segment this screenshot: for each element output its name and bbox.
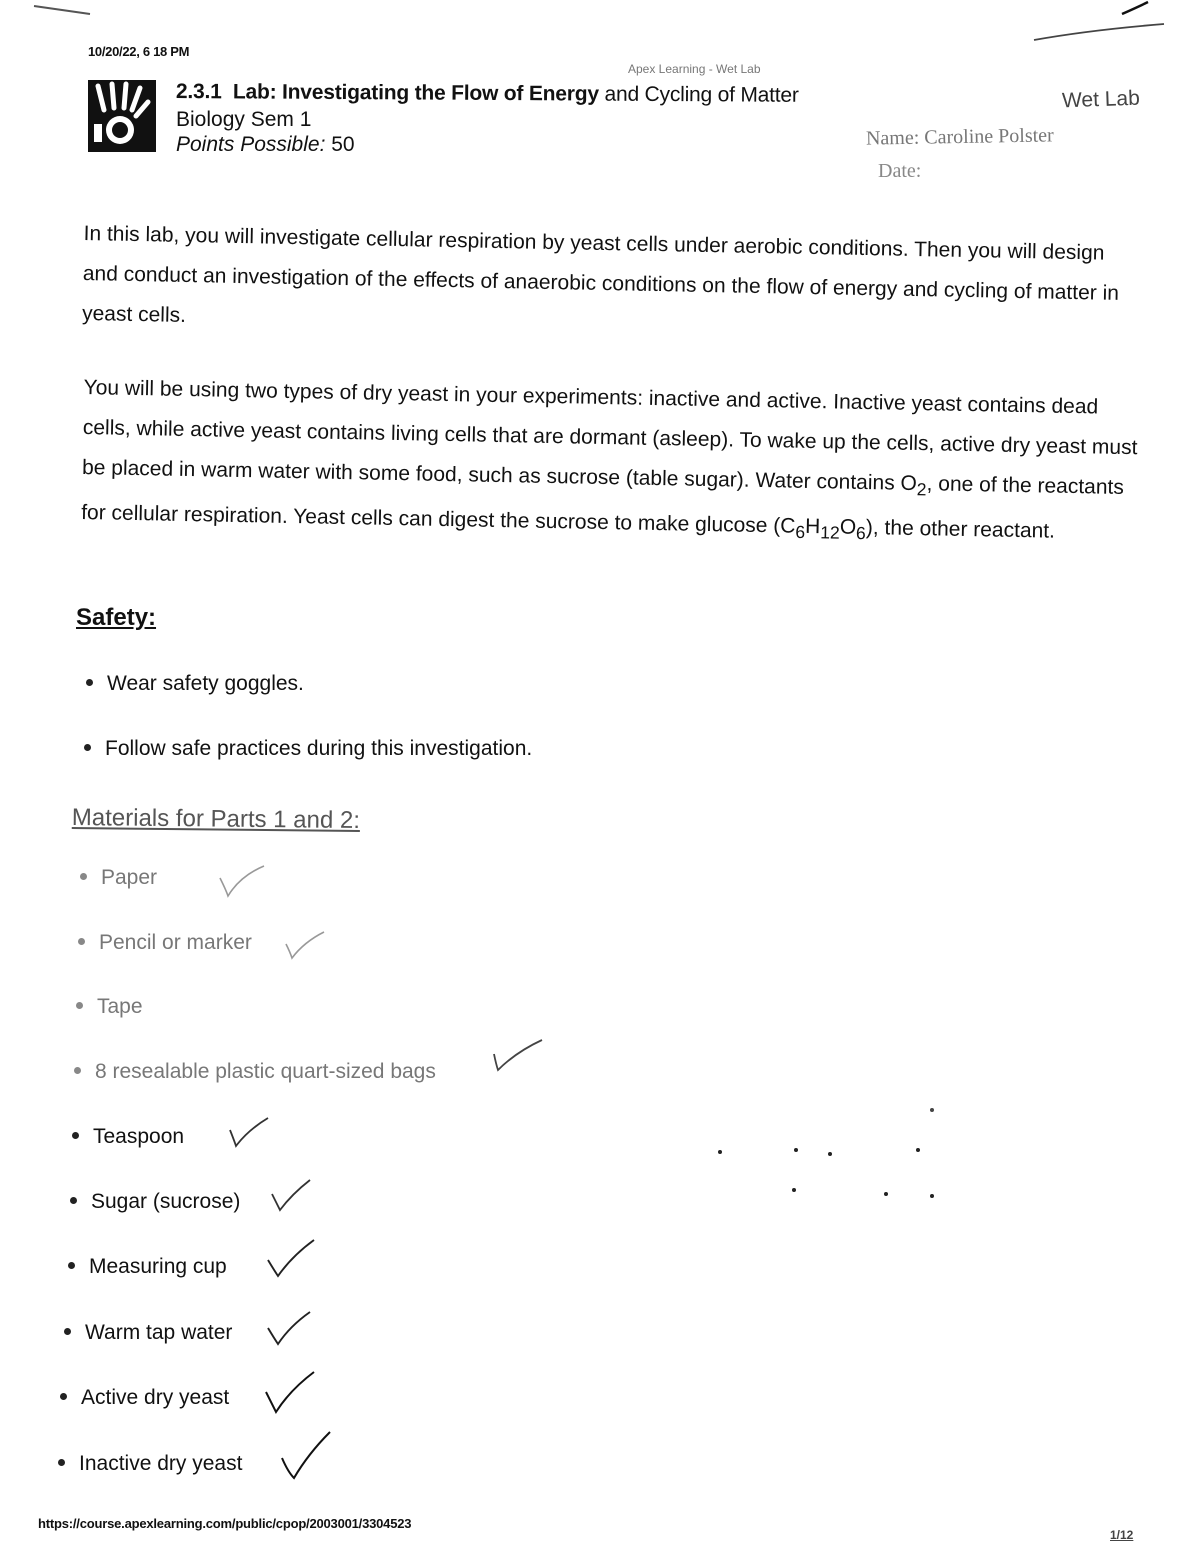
checkmark-icon [284, 930, 328, 962]
site-title: Apex Learning - Wet Lab [628, 62, 761, 76]
bullet-icon [58, 1459, 65, 1466]
list-item: Warm tap water [64, 1321, 232, 1345]
checkmark-icon [270, 1178, 314, 1214]
lab-title [176, 80, 799, 108]
print-timestamp: 10/20/22, 6 18 PM [88, 44, 190, 59]
student-name: Name: Caroline Polster [865, 124, 1054, 150]
scan-mark [1030, 0, 1170, 46]
list-item: Teaspoon [72, 1125, 184, 1149]
intro-paragraph-1: In this lab, you will investigate cellular respiration by yeast cells under aerobic conditions. Then you will design and conduct an investigation of the effects of anaerobic conditions on the flow of energy and cycling of matter in yeast cells. [81, 221, 1120, 327]
intro-paragraph-2: You will be using two types of dry yeast in your experiments: inactive and active. Inactive yeast contains dead cells, while active yeast contains living cells that are dormant (asleep). To wake up the cells, active dry yeast must be placed in warm water with some food, such as sucrose (table sugar). Water contains $O_2$, one of the reactants for cellular respiration. Yeast cells can digest the sucrose to make glucose $(C_6H_{12}O_6)$, the other reactant. [81, 375, 1138, 544]
list-item: Follow safe practices during this investigation. [84, 737, 532, 761]
bullet-icon [78, 938, 85, 945]
checkmark-icon [266, 1310, 314, 1350]
page-number: 1/12 [1110, 1528, 1134, 1542]
list-item: Sugar (sucrose) [70, 1190, 240, 1214]
scan-mark [700, 1100, 960, 1200]
bullet-icon [84, 744, 91, 751]
lab-title-rest: and Cycling of Matter [598, 82, 799, 107]
footer-url: https://course.apexlearning.com/public/cpop/2003001/3304523 [38, 1516, 412, 1531]
list-item: Inactive dry yeast [58, 1452, 242, 1476]
list-item: 8 resealable plastic quart-sized bags [74, 1060, 436, 1084]
lab-type: Wet Lab [1061, 86, 1141, 113]
points-value: 50 [325, 133, 355, 156]
apex-logo-icon [88, 80, 156, 152]
bullet-icon [86, 679, 93, 686]
list-item: Tape [76, 995, 143, 1019]
bullet-icon [80, 873, 87, 880]
bullet-icon [72, 1132, 79, 1139]
bullet-icon [76, 1002, 83, 1009]
list-item: Active dry yeast [60, 1386, 229, 1410]
course-name: Biology Sem 1 [176, 108, 312, 131]
materials-heading: Materials for Parts 1 and 2: [71, 804, 361, 835]
safety-heading: Safety: [76, 604, 157, 631]
list-item: Pencil or marker [78, 931, 252, 955]
points-label: Points Possible: [176, 133, 326, 156]
points-possible [176, 133, 355, 157]
bullet-icon [60, 1393, 67, 1400]
list-item: Measuring cup [68, 1255, 227, 1279]
checkmark-icon [266, 1238, 318, 1282]
bullet-icon [70, 1197, 77, 1204]
lab-title-bold: Lab: Investigating the Flow of Energy [232, 80, 599, 106]
list-item: Wear safety goggles. [86, 672, 304, 696]
lab-number: 2.3.1 [175, 80, 222, 104]
checkmark-icon [278, 1430, 334, 1482]
bullet-icon [68, 1262, 75, 1269]
checkmark-icon [228, 1116, 272, 1150]
bullet-icon [64, 1328, 71, 1335]
bullet-icon [74, 1067, 81, 1074]
scan-mark [30, 0, 100, 20]
checkmark-icon [218, 864, 268, 900]
list-item: Paper [80, 866, 157, 890]
checkmark-icon [262, 1370, 318, 1416]
checkmark-icon [490, 1038, 546, 1078]
date-field: Date: [878, 160, 922, 182]
